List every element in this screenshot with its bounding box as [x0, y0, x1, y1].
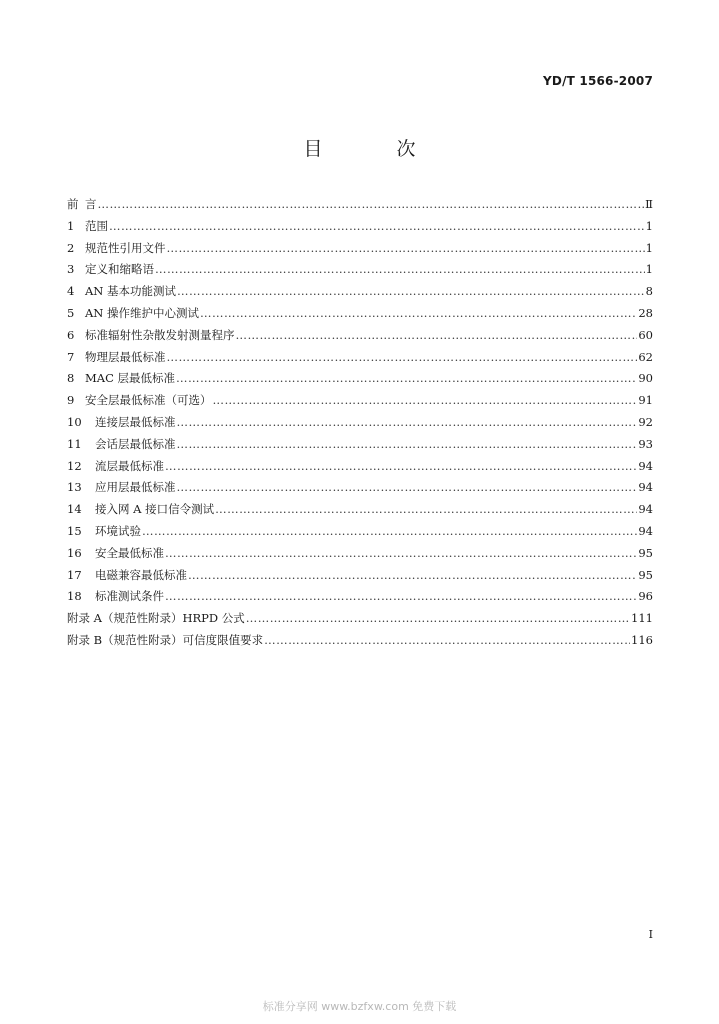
toc-entry-number: 12	[67, 458, 82, 473]
toc-entry-page: 1	[645, 218, 653, 233]
toc-entry-number: 16	[67, 545, 82, 560]
toc-leader-dots	[264, 633, 630, 647]
page-title: 目 次	[303, 138, 450, 160]
toc-entry[interactable]	[67, 196, 653, 218]
toc-leader-dots	[142, 524, 637, 538]
toc-entry[interactable]	[67, 261, 653, 283]
toc-entry-page: 62	[638, 349, 653, 364]
toc-leader-dots	[165, 546, 637, 560]
toc-entry-title: 附录 B（规范性附录）可信度限值要求	[67, 632, 264, 647]
toc-entry-title: AN 基本功能测试	[85, 284, 177, 299]
toc-entry[interactable]	[67, 632, 653, 654]
watermark: 标准分享网 www.bzfxw.com 免费下载	[262, 1000, 457, 1013]
toc-entry-page: 8	[645, 284, 653, 299]
toc-entry-title: 物理层最低标准	[85, 349, 166, 364]
toc-leader-dots	[188, 568, 637, 582]
toc-entry-title: 定义和缩略语	[85, 262, 154, 277]
toc-entry-page: 116	[631, 632, 653, 647]
toc-leader-dots	[155, 262, 645, 276]
toc-entry-title: 范围	[85, 218, 108, 233]
toc-entry-page: 93	[638, 436, 653, 451]
toc-entry[interactable]	[67, 240, 653, 262]
toc-entry-number: 10	[67, 414, 82, 429]
toc-entry-number: 1	[67, 218, 75, 233]
toc-entry[interactable]	[67, 523, 653, 545]
toc-leader-dots	[177, 415, 638, 429]
page-number: I	[648, 928, 653, 941]
standard-code: YD/T 1566-2007	[543, 74, 653, 88]
toc-entry-number: 7	[67, 349, 75, 364]
toc-entry-number: 前	[67, 197, 79, 211]
toc-entry-page: 94	[638, 523, 653, 538]
toc-leader-dots	[167, 241, 645, 255]
toc-entry-title: 应用层最低标准	[95, 480, 176, 495]
toc-entry-number: 14	[67, 502, 82, 517]
toc-entry[interactable]	[67, 501, 653, 523]
toc-leader-dots	[98, 197, 645, 211]
toc-entry-page: 90	[638, 371, 653, 386]
toc-leader-dots	[165, 589, 637, 603]
toc-entry-page: 94	[638, 458, 653, 473]
toc-leader-dots	[167, 350, 638, 364]
toc-entry-number: 13	[67, 480, 82, 495]
toc-leader-dots	[200, 306, 637, 320]
toc-leader-dots	[176, 371, 637, 385]
toc-entry-title: 言	[85, 197, 97, 211]
toc-entry[interactable]	[67, 349, 653, 371]
toc-entry-number: 5	[67, 305, 75, 320]
toc-entry-number: 2	[67, 240, 75, 255]
toc-entry-number: 18	[67, 589, 82, 604]
toc-entry[interactable]	[67, 567, 653, 589]
toc-entry-page: 94	[638, 502, 653, 517]
toc-leader-dots	[236, 328, 638, 342]
toc-entry-page: 94	[638, 480, 653, 495]
toc-entry[interactable]	[67, 610, 653, 632]
toc-entry-title: 环境试验	[95, 523, 141, 538]
toc-entry-page: 1	[645, 262, 653, 277]
toc-entry[interactable]	[67, 283, 653, 305]
toc-entry-title: AN 操作维护中心测试	[85, 305, 200, 320]
toc-entry[interactable]	[67, 436, 653, 458]
toc-leader-dots	[177, 284, 645, 298]
toc-leader-dots	[213, 393, 638, 407]
toc-entry-number: 9	[67, 393, 75, 408]
toc-entry-page: 92	[638, 414, 653, 429]
toc-entry-title: 流层最低标准	[95, 458, 164, 473]
toc-entry-number: 4	[67, 284, 75, 299]
toc-leader-dots	[177, 437, 638, 451]
toc-entry-page: 1	[645, 240, 653, 255]
toc-entry-page: 28	[638, 305, 653, 320]
toc-entry-page: 96	[638, 589, 653, 604]
toc-entry-number: 11	[67, 436, 82, 451]
toc-leader-dots	[109, 219, 645, 233]
toc-leader-dots	[177, 480, 638, 494]
toc-entry-title: 接入网 A 接口信令测试	[95, 502, 215, 517]
toc-entry-title: 安全最低标准	[95, 545, 164, 560]
toc-entry[interactable]	[67, 479, 653, 501]
toc-entry-number: 15	[67, 523, 82, 538]
toc-entry[interactable]	[67, 305, 653, 327]
toc-entry[interactable]	[67, 370, 653, 392]
toc-entry-page: 95	[638, 567, 653, 582]
toc-entry-page: Ⅱ	[645, 197, 653, 211]
toc-entry[interactable]	[67, 545, 653, 567]
table-of-contents	[67, 196, 653, 654]
toc-entry-title: 安全层最低标准（可选）	[85, 393, 212, 408]
toc-entry-number: 17	[67, 567, 82, 582]
toc-entry[interactable]	[67, 392, 653, 414]
toc-entry-page: 95	[638, 545, 653, 560]
toc-entry-title: 标准测试条件	[95, 589, 164, 604]
toc-entry[interactable]	[67, 218, 653, 240]
toc-entry-number: 6	[67, 327, 75, 342]
toc-entry-number: 3	[67, 262, 75, 277]
toc-entry[interactable]	[67, 458, 653, 480]
toc-entry-title: 电磁兼容最低标准	[95, 567, 187, 582]
toc-entry-title: 标准辐射性杂散发射测量程序	[85, 327, 235, 342]
toc-entry-page: 91	[638, 393, 653, 408]
toc-leader-dots	[215, 502, 637, 516]
toc-entry-title: MAC 层最低标准	[85, 371, 176, 386]
toc-entry-page: 111	[631, 611, 653, 626]
toc-entry[interactable]	[67, 414, 653, 436]
toc-entry-title: 附录 A（规范性附录）HRPD 公式	[67, 611, 245, 626]
toc-leader-dots	[246, 611, 630, 625]
toc-entry-page: 60	[638, 327, 653, 342]
toc-entry[interactable]	[67, 327, 653, 349]
toc-entry-number: 8	[67, 371, 75, 386]
toc-leader-dots	[165, 459, 637, 473]
toc-entry[interactable]	[67, 588, 653, 610]
toc-entry-title: 会话层最低标准	[95, 436, 176, 451]
toc-entry-title: 规范性引用文件	[85, 240, 166, 255]
toc-entry-title: 连接层最低标准	[95, 414, 176, 429]
